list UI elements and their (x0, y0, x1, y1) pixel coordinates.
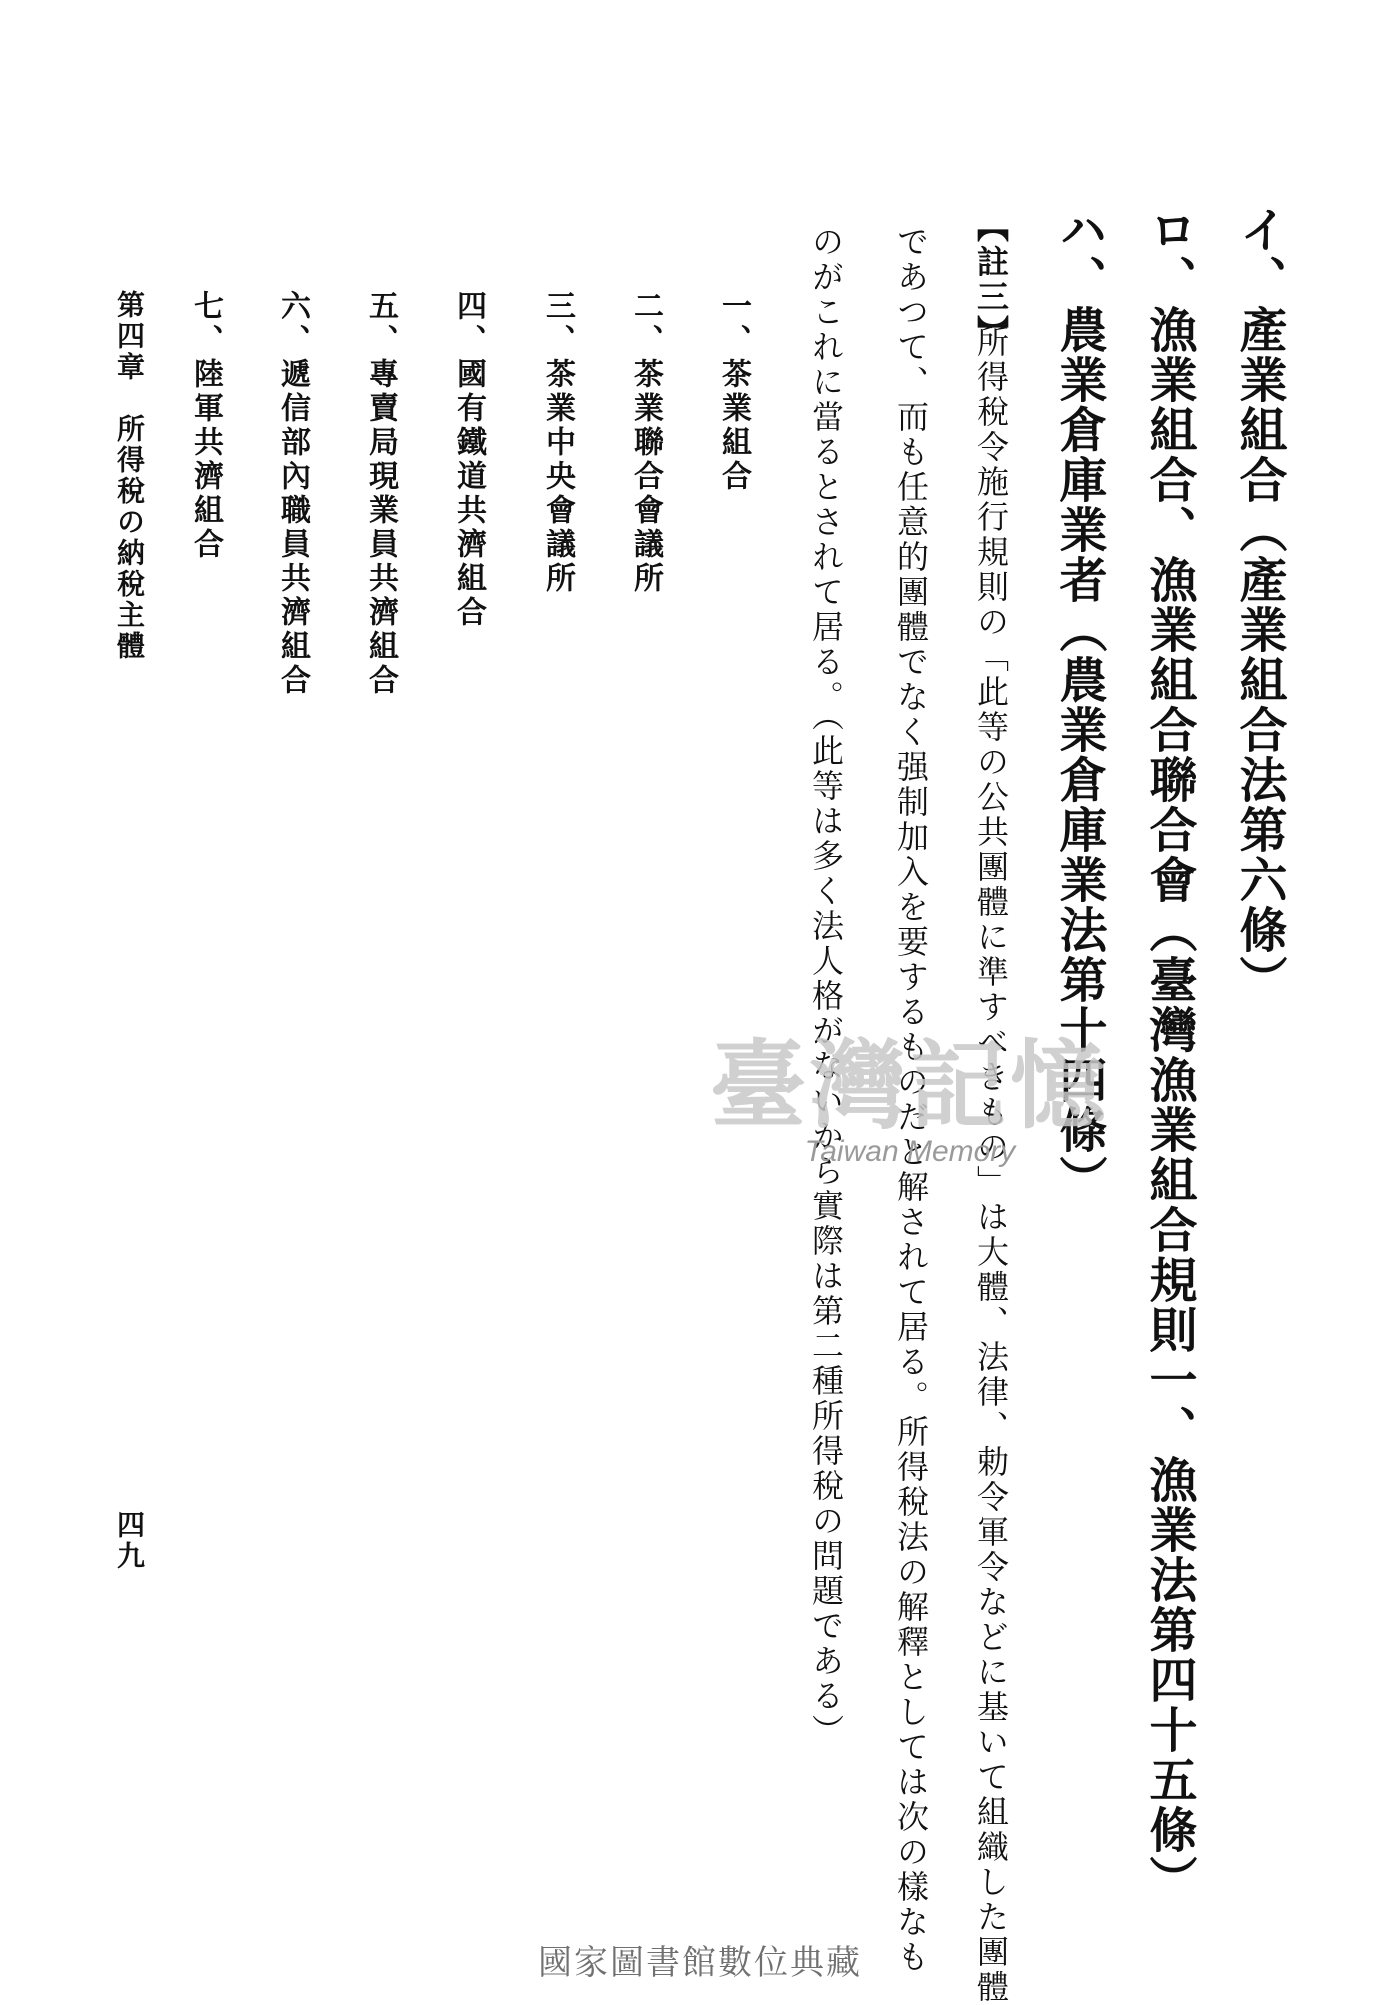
note-line-1: 所得稅令施行規則の「此等の公共團體に準すべきもの」は大體、法律、勅令軍令などに基いて組織した團體 (972, 325, 1010, 2005)
item-i-sangyo-kumiai: イ、產業組合（產業組合法第六條） (1231, 205, 1287, 1005)
note-line-2: であつて、而も任意的團體でなく强制加入を要するものだと解されて居る。所得稅法の解釋としては次の樣なも (892, 225, 930, 1975)
list-item: 三、茶業中央會議所 (540, 290, 575, 596)
watermark-cn: 臺灣記憶 (710, 1029, 1110, 1142)
page-number: 四九 (113, 1510, 146, 1572)
note-line-3: のがこれに當るとされて居る。（此等は多く法人格がないから實際は第二種所得稅の問題である） (807, 225, 845, 1749)
note-tag: 【註三】 (972, 210, 1010, 350)
list-item: 六、遞信部內職員共濟組合 (275, 290, 310, 698)
list-item: 五、專賣局現業員共濟組合 (363, 290, 398, 698)
list-item: 二、茶業聯合會議所 (628, 290, 663, 596)
list-item: 四、國有鐵道共濟組合 (451, 290, 486, 630)
library-footer: 國家圖書館數位典藏 (538, 1943, 862, 1983)
item-ha-nogyo-soko: ハ、農業倉庫業者（農業倉庫業法第十四條） (1051, 205, 1107, 1205)
list-item: 一、茶業組合 (716, 290, 751, 494)
item-ro-gyogyo-kumiai: ロ、漁業組合、漁業組合聯合會（臺灣漁業組合規則一、漁業法第四十五條） (1141, 205, 1197, 1905)
list-item: 七、陸軍共濟組合 (188, 290, 223, 562)
watermark-en: Taiwan Memory (804, 1135, 1016, 1168)
chapter-heading: 第四章 所得稅の納稅主體 (113, 290, 146, 662)
